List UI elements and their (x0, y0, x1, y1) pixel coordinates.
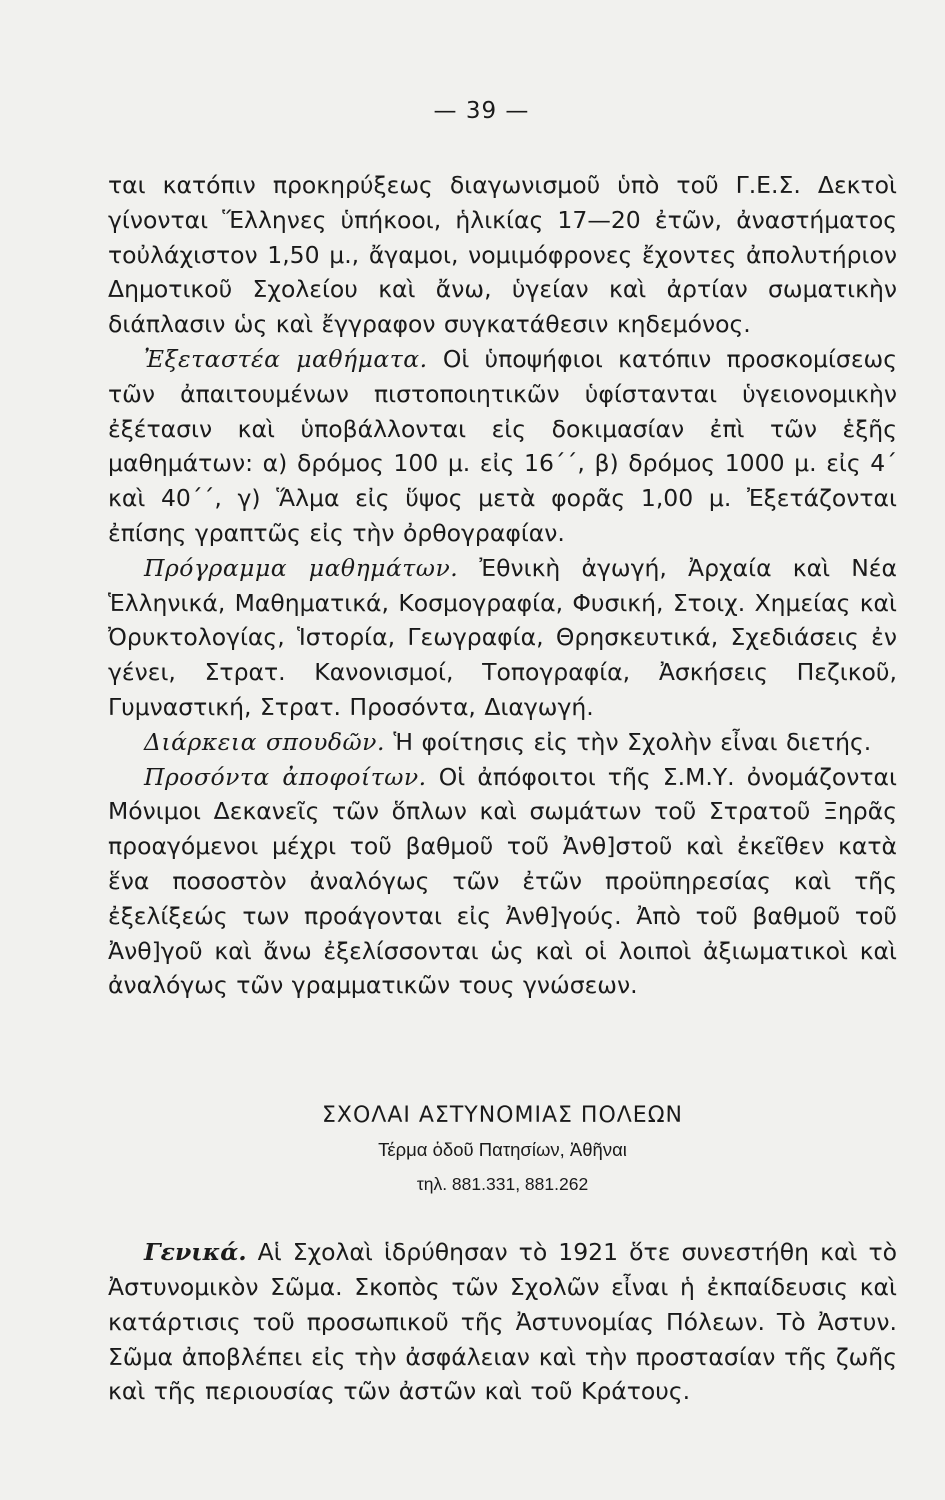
school-title: ΣΧΟΛΑΙ ΑΣΤΥΝΟΜΙΑΣ ΠΟΛΕΩΝ (322, 1103, 683, 1129)
graduate-qualifications-text: Οἱ ἀπόφοιτοι τῆς Σ.Μ.Υ. ὀνομάζονται Μόνιμοι Δεκανεῖς τῶν ὅπλων καὶ σωμάτων τοῦ Στρατοῦ Ξηρᾶς προαγόμενοι μέχρι τοῦ βαθμοῦ τοῦ Ἀνθ]στοῦ καὶ ἐκεῖθεν κατὰ ἕνα ποσοστὸν ἀναλόγως τῶν ἐτῶν προϋπηρεσίας καὶ τῆς ἐξελίξεώς των προάγονται εἰς Ἀνθ]γούς. Ἀπὸ τοῦ βαθμοῦ τοῦ Ἀνθ]γοῦ καὶ ἄνω ἐξελίσσονται ὡς καὶ οἱ λοιποὶ ἀξιωματικοὶ καὶ ἀναλόγως τῶν γραμματικῶν τους γνώσεων. (108, 762, 897, 1000)
curriculum-text: Ἐθνικὴ ἀγωγή, Ἀρχαία καὶ Νέα Ἑλληνικά, Μαθηματικά, Κοσμογραφία, Φυσική, Στοιχ. Χημείας καὶ Ὀρυκτολογίας, Ἱστορία, Γεωγραφία, Θρησκευτικά, Σχεδιάσεις ἐν γένει, Στρατ. Κανονισμοί, Τοπογραφία, Ἀσκήσεις Πεζικοῦ, Γυμναστική, Στρατ. Προσόντα, Διαγωγή. (108, 553, 897, 721)
paragraph-duration (108, 725, 897, 760)
school-header (108, 1099, 897, 1201)
paragraph-exam-subjects (108, 342, 897, 551)
paragraph-graduate-qualifications (108, 760, 897, 1004)
duration-heading: Διάρκεια σπουδῶν. (144, 727, 385, 756)
paragraph-admission (108, 168, 897, 342)
curriculum-heading: Πρόγραμμα μαθημάτων. (144, 553, 459, 582)
school-phone: τηλ. 881.331, 881.262 (416, 1174, 589, 1195)
exam-subjects-heading: Ἐξεταστέα μαθήματα. (144, 344, 428, 373)
paragraph-general (108, 1235, 897, 1409)
general-heading: Γενικά. (144, 1238, 247, 1267)
paragraph-curriculum (108, 551, 897, 725)
school-address: Τέρμα ὁδοῦ Πατησίων, Ἀθῆναι (378, 1139, 627, 1161)
general-text: Αἱ Σχολαὶ ἱδρύθησαν τὸ 1921 ὅτε συνεστήθη καὶ τὸ Ἀστυνομικὸν Σῶμα. Σκοπὸς τῶν Σχολῶν εἶναι ἡ ἐκπαίδευσις καὶ κατάρτισις τοῦ προσωπικοῦ τῆς Ἀστυνομίας Πόλεων. Τὸ Ἀστυν. Σῶμα ἀποβλέπει εἰς τὴν ἀσφάλειαν καὶ τὴν προστασίαν τῆς ζωῆς καὶ τῆς περιουσίας τῶν ἀστῶν καὶ τοῦ Κράτους. (108, 1238, 897, 1406)
graduate-qualifications-heading: Προσόντα ἀποφοίτων. (144, 762, 427, 791)
paragraph-admission-text: ται κατόπιν προκηρύξεως διαγωνισμοῦ ὑπὸ τοῦ Γ.Ε.Σ. Δεκτοὶ γίνονται Ἕλληνες ὑπήκοοι, ἡλικίας 17—20 ἐτῶν, ἀναστήματος τοὐλάχιστον 1,50 μ., ἄγαμοι, νομιμόφρονες ἔχοντες ἀπολυτήριον Δημοτικοῦ Σχολείου καὶ ἄνω, ὑγείαν καὶ ἀρτίαν σωματικὴν διάπλασιν ὡς καὶ ἔγγραφον συγκατάθεσιν κηδεμόνος. (108, 171, 897, 339)
page-number: — 39 — (433, 98, 530, 124)
duration-text: Ἡ φοίτησις εἰς τὴν Σχολὴν εἶναι διετής. (384, 727, 872, 756)
exam-subjects-text: Οἱ ὑποψήφιοι κατόπιν προσκομίσεως τῶν ἀπαιτουμένων πιστοποιητικῶν ὑφίστανται ὑγειονομικὴν ἐξέτασιν καὶ ὑποβάλλονται εἰς δοκιμασίαν ἐπὶ τῶν ἑξῆς μαθημάτων: α) δρόμος 100 μ. εἰς 16΄΄, β) δρόμος 1000 μ. εἰς 4΄ καὶ 40΄΄, γ) Ἅλμα εἰς ὕψος μετὰ φορᾶς 1,00 μ. Ἐξετάζονται ἐπίσης γραπτῶς εἰς τὴν ὀρθογραφίαν. (108, 344, 897, 547)
